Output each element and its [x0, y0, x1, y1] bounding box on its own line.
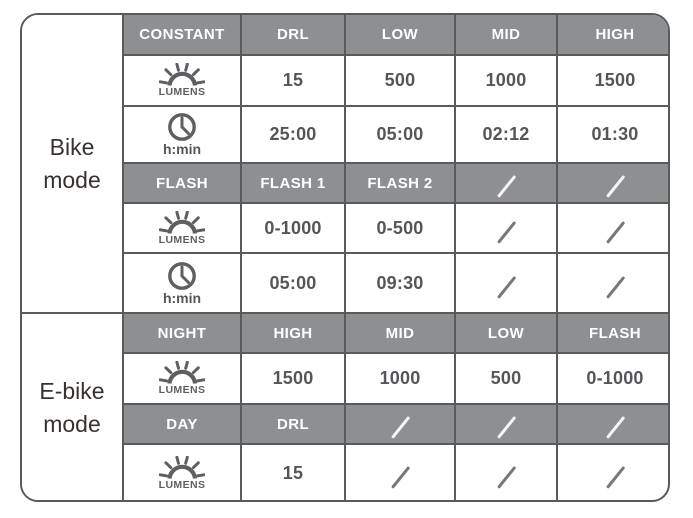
value-cell: 0-1000 — [557, 353, 670, 404]
header-cell-low: LOW — [345, 15, 455, 55]
header-cell-flash2: FLASH 2 — [345, 163, 455, 203]
header-cell-day: DAY — [123, 404, 241, 444]
sun-rays-icon — [159, 63, 205, 86]
clock-icon — [166, 261, 198, 292]
slash-mark — [496, 221, 515, 244]
header-cell-low: LOW — [455, 313, 557, 353]
hmin-label: h:min — [162, 289, 202, 306]
header-cell-mid: MID — [455, 15, 557, 55]
header-cell-high: HIGH — [241, 313, 345, 353]
value-cell: 0-500 — [345, 203, 455, 253]
na-cell — [557, 203, 670, 253]
na-cell — [455, 444, 557, 502]
header-cell-mid: MID — [345, 313, 455, 353]
na-cell — [455, 203, 557, 253]
value-cell: 02:12 — [455, 106, 557, 163]
na-cell — [455, 253, 557, 313]
na-cell — [345, 444, 455, 502]
lumens-label: LUMENS — [158, 233, 206, 246]
value-cell: 1500 — [241, 353, 345, 404]
header-cell-flash: FLASH — [557, 313, 670, 353]
value-cell: 0-1000 — [241, 203, 345, 253]
slash-mark — [390, 466, 409, 489]
modes-table — [22, 15, 670, 502]
sun-rays-icon — [159, 456, 205, 479]
header-cell-flash1: FLASH 1 — [241, 163, 345, 203]
mode-label-line: E-bike — [39, 378, 105, 405]
na-cell — [455, 404, 557, 444]
lumens-row-icon-cell — [123, 444, 241, 502]
mode-label-line: mode — [43, 166, 101, 193]
value-cell: 05:00 — [241, 253, 345, 313]
sun-rays-icon — [159, 361, 205, 384]
value-cell: 05:00 — [345, 106, 455, 163]
hmin-label: h:min — [162, 141, 202, 157]
slash-mark — [496, 276, 515, 299]
slash-mark — [496, 466, 515, 489]
na-cell — [557, 253, 670, 313]
mode-label-line: mode — [43, 411, 101, 437]
mode-label-line: Bike — [49, 133, 95, 160]
slash-mark — [605, 221, 624, 244]
header-cell-drl: DRL — [241, 15, 345, 55]
slash-mark — [605, 416, 624, 439]
value-cell: 09:30 — [345, 253, 455, 313]
light-modes-spec-table — [20, 13, 670, 502]
header-cell-night: NIGHT — [123, 313, 241, 353]
slash-mark — [496, 175, 515, 198]
slash-mark — [605, 175, 624, 198]
header-cell-drl: DRL — [241, 404, 345, 444]
lumens-row-icon-cell — [123, 55, 241, 106]
header-cell-constant: CONSTANT — [123, 15, 241, 55]
value-cell: 15 — [241, 444, 345, 502]
lumens-label: LUMENS — [158, 86, 206, 98]
runtime-row-icon-cell — [123, 106, 241, 163]
value-cell: 15 — [241, 55, 345, 106]
lumens-label: LUMENS — [158, 384, 206, 396]
lumens-row-icon-cell — [123, 203, 241, 253]
na-cell — [557, 444, 670, 502]
value-cell: 1500 — [557, 55, 670, 106]
lumens-label: LUMENS — [158, 479, 206, 491]
slash-mark — [605, 466, 624, 489]
header-cell-high: HIGH — [557, 15, 670, 55]
bike-mode-label-cell — [22, 15, 123, 313]
na-cell — [557, 404, 670, 444]
value-cell: 25:00 — [241, 106, 345, 163]
slash-mark — [605, 276, 624, 299]
na-cell — [455, 163, 557, 203]
value-cell: 1000 — [345, 353, 455, 404]
value-cell: 500 — [455, 353, 557, 404]
na-cell — [345, 404, 455, 444]
ebike-mode-label-cell — [22, 313, 123, 502]
slash-mark — [390, 416, 409, 439]
runtime-row-icon-cell — [123, 253, 241, 313]
value-cell: 500 — [345, 55, 455, 106]
value-cell: 01:30 — [557, 106, 670, 163]
lumens-row-icon-cell — [123, 353, 241, 404]
sun-rays-icon — [159, 211, 205, 234]
value-cell: 1000 — [455, 55, 557, 106]
clock-icon — [166, 112, 198, 143]
header-cell-flash: FLASH — [123, 163, 241, 203]
slash-mark — [496, 416, 515, 439]
na-cell — [557, 163, 670, 203]
